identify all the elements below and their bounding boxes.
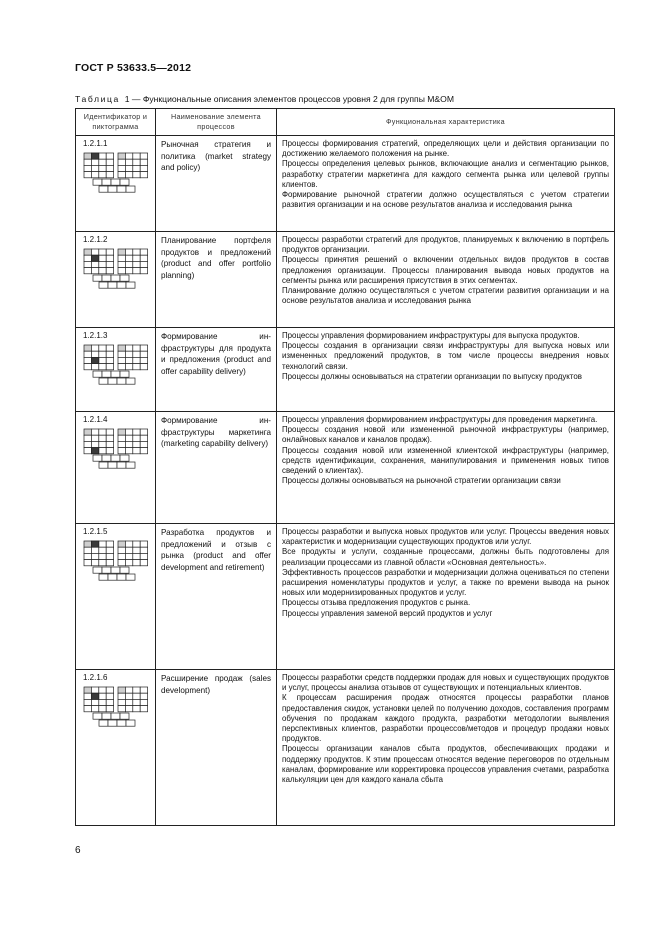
process-description [277,524,615,670]
process-pictogram-icon [83,248,151,296]
process-id: 1.2.1.1 [83,139,108,148]
process-pictogram-icon [83,152,151,200]
process-id: 1.2.1.5 [83,527,108,536]
description-paragraph: Процессы организации каналов сбыта продуктов, обеспечивающих продажи и поддержку продуктов. К этим процессам относятся ведение переговоров по отдельным каналам, формирование или корректировка процессов управления счетами, разработка калькуляции цен для каждого канала сбыта [282,744,609,785]
process-description [277,328,615,412]
process-name: Формирование инфраструктуры маркетинга (marketing capability delivery) [156,412,277,524]
description-paragraph: Процессы разработки средств поддержки продаж для новых и существующих продуктов и услуг, процессы анализа отзывов от существующих и потенциальных клиентов. [282,673,609,693]
process-name: Разработка продуктов и предложений и отзыв с рынка (product and offer development and retirement) [156,524,277,670]
table-header-row [76,109,615,136]
process-id: 1.2.1.6 [83,673,108,682]
page-number: 6 [75,845,81,856]
table-row [76,232,615,328]
description-paragraph: Процессы разработки и выпуска новых продуктов или услуг. Процессы введения новых характеристик и модернизации существующих продуктов или услуг. [282,527,609,547]
process-table [75,108,615,826]
description-paragraph: Процессы должны основываться на стратегии организации по выпуску продуктов [282,371,582,381]
header-name: Наименование элемента процессов [156,109,277,136]
header-description: Функциональная характеристика [277,109,615,136]
process-id-cell [76,412,156,524]
process-id: 1.2.1.3 [83,331,108,340]
caption-number: 1 [124,94,130,104]
process-description [277,232,615,328]
description-paragraph: Процессы должны основываться на рыночной стратегии организации связи [282,476,561,486]
process-name: Формирование инфраструктуры для продукта и предложения (product and offer capability delivery) [156,328,277,412]
process-pictogram-icon [83,344,151,392]
table-row [76,136,615,232]
description-paragraph: Процессы формирования стратегий, определяющих цели и действия организации по достижению желаемого положения на рынке. [282,139,609,159]
description-paragraph: Процессы разработки стратегий для продуктов, планируемых к включению в портфель продуктов организации. [282,235,609,255]
description-paragraph: К процессам расширения продаж относятся процессы разработки планов предоставления скидок, установки целей по получению доходов, составления программ обучения по продажам каждого продукта, разработки методологии выявления перспективных клиентов, разработки процессов/методов и процедур продажи новых продуктов. [282,693,609,744]
process-name: Планирование портфеля продуктов и предложений (product and offer portfolio planning) [156,232,277,328]
process-id-cell [76,136,156,232]
description-paragraph: Процессы управления заменой версий продуктов и услуг [282,608,493,618]
process-description [277,670,615,826]
process-id-cell [76,232,156,328]
process-id-cell [76,670,156,826]
header-id: Идентификатор и пиктограмма [76,109,156,136]
description-paragraph: Процессы принятия решений о включении отдельных видов продуктов в состав предложения организации. Процессы планирования вывода новых продуктов на сегменты рынка или расширения присутствия в этих сегментах. [282,255,609,285]
description-paragraph: Процессы создания новой или измененной рыночной инфраструктуры (например, онлайновых каналов и каналов продаж). [282,425,609,445]
table-row [76,670,615,826]
process-id: 1.2.1.2 [83,235,108,244]
process-name: Расширение продаж (sales development) [156,670,277,826]
description-paragraph: Процессы создания в организации связи инфраструктуры для выпуска новых или измененных предложений продуктов, в том числе процессы внедрения новых технологий связи. [282,341,609,371]
document-code: ГОСТ Р 53633.5—2012 [75,62,192,74]
description-paragraph: Все продукты и услуги, созданные процессами, должны быть подготовлены для реализации процессами из главной области «Основная деятельность». [282,547,609,567]
process-pictogram-icon [83,686,151,734]
table-row [76,412,615,524]
description-paragraph: Процессы отзыва предложения продуктов с рынка. [282,598,471,608]
description-paragraph: Процессы определения целевых рынков, включающие анализ и сегментацию рынков, разработку стратегии маркетинга для каждого сегмента рынка или целевой группы клиентов. [282,159,609,189]
table-caption [75,94,454,104]
description-paragraph: Процессы создания новой или измененной клиентской инфраструктуры (например, средств идентификации, сохранения, манипулирования и применения новых типов сведений о клиентах). [282,445,609,476]
process-pictogram-icon [83,540,151,588]
process-id-cell [76,524,156,670]
caption-prefix: Таблица [75,94,120,104]
process-description [277,136,615,232]
description-paragraph: Процессы управления формированием инфраструктуры для выпуска продуктов. [282,331,580,340]
description-paragraph: Процессы управления формированием инфраструктуры для проведения маркетинга. [282,415,598,424]
table-row [76,524,615,670]
caption-title: — Функциональные описания элементов процессов уровня 2 для группы М&OM [131,94,454,104]
description-paragraph: Планирование должно осуществляться с учетом стратегии развития организации и на основе результатов анализа и исследования рынка [282,286,609,306]
process-name: Рыночная стратегия и политика (market strategy and policy) [156,136,277,232]
process-description [277,412,615,524]
process-id: 1.2.1.4 [83,415,108,424]
process-pictogram-icon [83,428,151,476]
table-row [76,328,615,412]
description-paragraph: Формирование рыночной стратегии должно осуществляться с учетом стратегии развития организации и на основе результатов анализа и исследования рынка [282,190,609,210]
description-paragraph: Эффективность процессов разработки и модернизации должна оцениваться по степени расширения номенклатуры продуктов и услуг, а также по времени вывода на рынок новых или модернизированных продуктов и услуг. [282,567,609,598]
process-id-cell [76,328,156,412]
